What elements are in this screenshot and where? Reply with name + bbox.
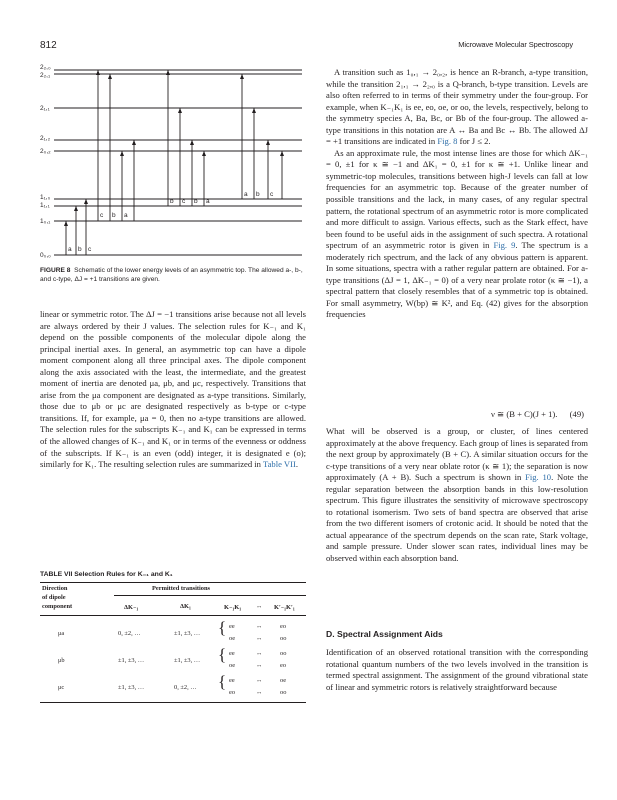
- equation-expression: ν ≅ (B + C)(J + 1).: [491, 409, 558, 419]
- equation-number: (49): [569, 409, 584, 419]
- section-heading: D. Spectral Assignment Aids: [326, 629, 443, 639]
- transition-type-label: c: [182, 198, 186, 205]
- table-cell-kk-prime: eo: [280, 623, 287, 630]
- figure-caption-label: FIGURE 8: [40, 267, 71, 274]
- table-cell-dk-one: ±1, ±3, …: [174, 630, 201, 637]
- table-col-dk-one: ΔK₁: [180, 603, 191, 610]
- table-title: TABLE VII Selection Rules for K₋₁ and K₁: [40, 571, 173, 578]
- level-label: 1₁,₁: [40, 202, 50, 209]
- transition-type-label: c: [270, 191, 274, 198]
- level-label: 2₁,₁: [40, 105, 50, 112]
- body-paragraph-end: .: [295, 459, 299, 470]
- body-paragraph: linear or symmetric rotor. The ΔJ = −1 transitions arise because not all levels are always ordered by their J values. The selection rules for K₋₁ and K₁ depend on the possible components of the molecular dipole along the principal inertial axes. In general, an asymmetric top can have a dipole moment component along all three principal axes. The dipole component along the axis associated with the least, the intermediate, and the greatest moment of inertia are denoted μa, μb, and μc, respectively. Transitions that arise from the μa component are designated as a-type transitions. Similarly, those due to μb or μc are designated respectively as b-type or c-type transitions. If, for example, μa = 0, then no a-type transitions are allowed. The selection rules for the subscripts K₋₁ and K₁ can be expressed in terms of the allowed changes of K₋₁ and K₁ or in terms of the evenness or oddness of the subscripts. If K₋₁ is an even (odd) integer, it is designated e (o); similarly for K₁. The resulting selection rules are summarized in: [40, 309, 306, 470]
- level-label: 0₀,₀: [40, 252, 51, 259]
- running-title: Microwave Molecular Spectroscopy: [458, 40, 573, 49]
- table-col-dk-minus: ΔK₋₁: [124, 604, 139, 611]
- transition-type-label: a: [68, 246, 72, 253]
- level-label: 1₀,₁: [40, 218, 51, 225]
- transition-type-label: c: [100, 212, 104, 219]
- table-cell-arrow: ↔: [256, 677, 263, 684]
- table-cell-component: μb: [58, 657, 65, 664]
- table-cell-kk: ee: [229, 677, 235, 684]
- table-cell-arrow: ↔: [256, 662, 263, 669]
- left-column-text: [40, 309, 306, 471]
- table-head-permitted: Permitted transitions: [152, 585, 211, 592]
- table-cell-dk-minus: 0, ±2, …: [118, 630, 141, 637]
- table-cell-component: μa: [58, 630, 65, 637]
- transition-type-label: a: [206, 198, 210, 205]
- table-cell-dk-minus: ±1, ±3, …: [118, 684, 145, 691]
- table-cell-arrow: ↔: [256, 650, 263, 657]
- transition-type-label: b: [194, 198, 198, 205]
- fig-9-link[interactable]: Fig. 9: [493, 240, 516, 251]
- table-cell-arrow: ↔: [256, 689, 263, 696]
- body-paragraph: A transition such as 1₀,₁ → 2₀,₂, is hence an R-branch, a-type transition, while the transition 2₁,₁ → 2₂,₀ is a Q-branch, b-type transition. Levels are also often referred to in terms of their symmetry under the four-group. For example, when K₋₁K₁ is ee, eo, oe, or oo, the levels, respectively, belong to the symmetry species A, Ba, Bc, or Bb of the four-group. The allowed a-type transitions in this notation are A ↔ Ba and Bc ↔ Bb. The allowed ΔJ = +1 transitions are indicated in: [326, 67, 588, 147]
- table-cell-kk: ee: [229, 623, 235, 630]
- table-cell-kk-prime: oe: [280, 677, 287, 684]
- table-cell-kk: eo: [229, 689, 236, 696]
- table-col-kk-prime: K′₋₁K′₁: [274, 604, 295, 611]
- table-cell-kk: oe: [229, 662, 236, 669]
- table-cell-arrow: ↔: [256, 635, 263, 642]
- table-cell-dk-minus: ±1, ±3, …: [118, 657, 145, 664]
- transition-type-label: b: [78, 246, 82, 253]
- body-paragraph: Identification of an observed rotational transition with the corresponding rotational quantum numbers of the two levels involved in the transition is termed spectral assignment. The assignment of the ground vibrational state of linear and symmetric rotors is relatively straightforward because: [326, 647, 588, 692]
- table-vii-link[interactable]: Table VII: [262, 459, 296, 470]
- level-label: 2₁,₂: [40, 135, 51, 142]
- table-cell-kk-prime: oo: [280, 650, 287, 657]
- body-paragraph-end: for J ≤ 2.: [459, 136, 491, 147]
- level-label: 2₂,₁: [40, 72, 51, 79]
- table-cell-kk-prime: oo: [280, 635, 287, 642]
- table-head-component: component: [42, 603, 73, 610]
- table-cell-dk-one: 0, ±2, …: [174, 684, 197, 691]
- figure-caption: [40, 266, 306, 284]
- table-cell-arrow: ↔: [256, 623, 263, 630]
- table-cell-kk: ee: [229, 650, 235, 657]
- transition-type-label: a: [244, 191, 248, 198]
- right-column-text-top: [326, 67, 588, 321]
- table-col-kk: K₋₁K₁: [224, 604, 242, 611]
- right-column-text-middle: [326, 426, 588, 565]
- energy-level-diagram: [40, 60, 306, 265]
- figure-caption-text: Schematic of the lower energy levels of an asymmetric top. The allowed a-, b-, and c-type, ΔJ = +1 transitions are given.: [40, 267, 303, 283]
- body-paragraph: As an approximate rule, the most intense lines are those for which ΔK₋₁ = 0, ±1 for κ ≅ −1 and ΔK₁ = 0, ±1 for κ ≅ +1. Unlike linear and symmetric-top molecules, transitions between high-J levels can fall at low frequencies for an asymmetric top. Because of the greater number of possible transitions and the lack, in many cases, of any regular spectral pattern, the rotational spectrum of an asymmetric rotor is more complicated and more difficult to assign. Various effects, such as the Stark effect, have been found to be useful aids in the assignment of such spectra. A rotational spectrum of an asymmetric rotor is given in: [326, 147, 588, 251]
- table-cell-kk: oe: [229, 635, 236, 642]
- body-paragraph: What will be observed is a group, or cluster, of lines centered approximately at the above frequency. Each group of lines is separated from the next group by approximately (B + C). A similar situation occurs for the c-type transitions of a very near oblate rotor (κ ≅ 1); the separation is now approximately (A + B). Such a spectrum is shown in: [326, 426, 588, 483]
- transition-type-label: b: [170, 198, 174, 205]
- body-paragraph: . Note the regular separation between the absorption bands in this low-resolution spectrum. This figure illustrates the sensitivity of microwave spectroscopy to rotational isomerism. Two sets of band spectra are observed that arise from the two different isomers of crotonic acid. It should be noted that the actual appearance of the spectrum depends on the scan rate, Stark voltage, and sample pressure. Under slower scan rates, individual lines may be observed within each absorption band.: [326, 472, 589, 564]
- body-paragraph: . The spectrum is a moderately rich spectrum, and the lack of any obvious pattern is apparent. In some situations, spectra with a rather regular pattern are obtained. For a-type transitions (ΔJ = 1, ΔK₋₁ = 0) of a very near prolate rotor (κ ≅ −1), a spectral pattern that closely resembles that of a symmetric top is obtained. For small asymmetry, W(bp) ≅ K², and Eq. (42) gives for the absorption frequencies: [326, 240, 588, 320]
- transition-type-label: b: [256, 191, 260, 198]
- level-label: 1₁,₀: [40, 194, 51, 201]
- transition-type-label: c: [88, 246, 92, 253]
- fig-10-link[interactable]: Fig. 10: [525, 472, 552, 483]
- transition-type-label: b: [112, 212, 116, 219]
- table-col-arrow: ↔: [256, 603, 263, 610]
- level-label: 2₂,₀: [40, 64, 51, 71]
- page-number: 812: [40, 40, 57, 51]
- table-cell-dk-one: ±1, ±3, …: [174, 657, 201, 664]
- right-column-text-bottom: [326, 647, 588, 693]
- table-cell-kk-prime: oo: [280, 689, 287, 696]
- table-head-of-dipole: of dipole: [42, 594, 66, 601]
- level-label: 2₀,₂: [40, 148, 51, 155]
- fig-8-link[interactable]: Fig. 8: [437, 136, 458, 147]
- table-head-direction: Direction: [42, 585, 68, 592]
- table-cell-component: μc: [58, 684, 65, 691]
- transition-type-label: a: [124, 212, 128, 219]
- table-cell-kk-prime: eo: [280, 662, 287, 669]
